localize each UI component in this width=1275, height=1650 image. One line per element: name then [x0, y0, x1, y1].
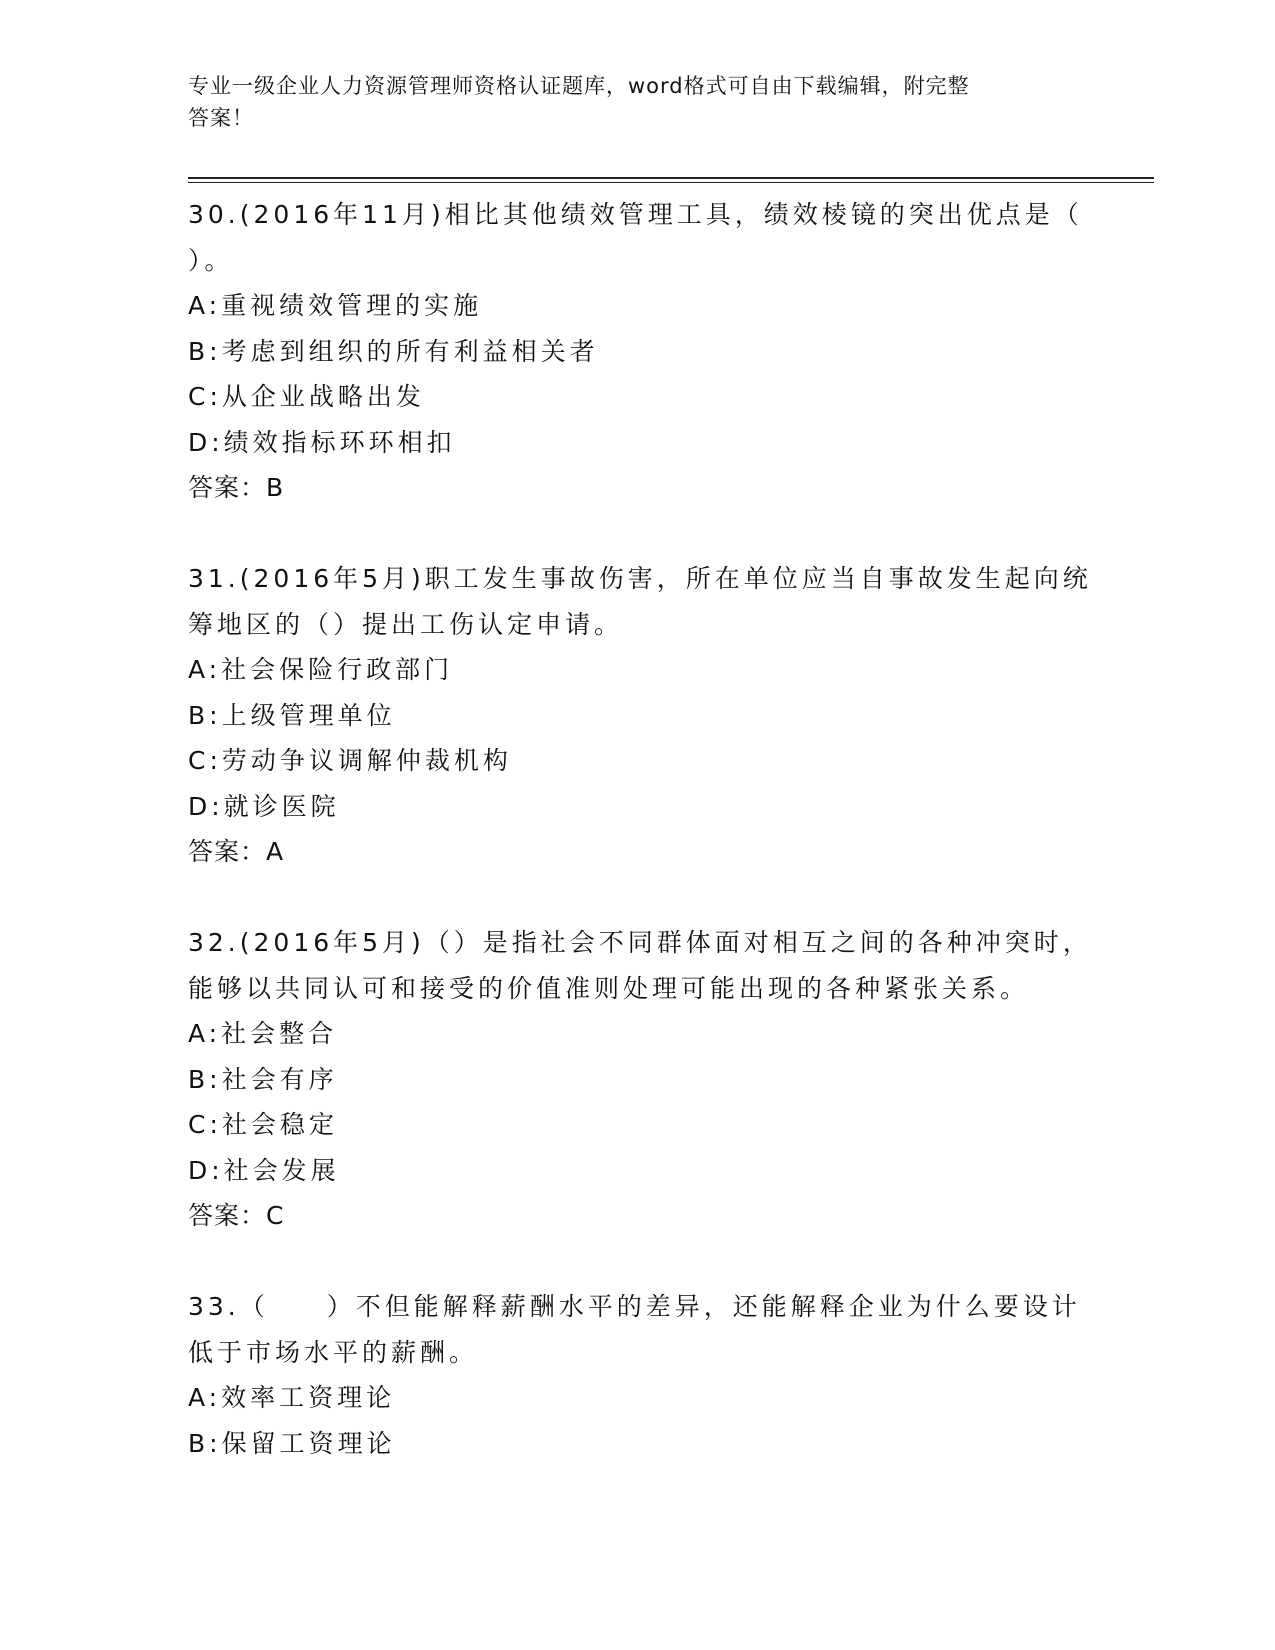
question-stem: 低于市场水平的薪酬。 — [188, 1337, 479, 1367]
option-c: C:社会稳定 — [188, 1110, 338, 1139]
option-d: D:绩效指标环环相扣 — [188, 427, 456, 457]
question-stem: 30.(2016年11月)相比其他绩效管理工具，绩效棱镜的突出优点是（ — [188, 200, 1083, 229]
question-stem: 能够以共同认可和接受的价值准则处理可能出现的各种紧张关系。 — [188, 973, 1030, 1003]
header-line-2: 答案！ — [188, 106, 254, 130]
question-list — [188, 192, 1092, 1466]
header-line-1: 专业一级企业人力资源管理师资格认证题库，word格式可自由下载编辑，附完整 — [188, 74, 970, 98]
option-b: B:社会有序 — [188, 1064, 338, 1094]
question-stem: 32.(2016年5月)（）是指社会不同群体面对相互之间的各种冲突时， — [188, 928, 1092, 957]
question-stem: 31.(2016年5月)职工发生事故伤害，所在单位应当自事故发生起向统 — [188, 564, 1092, 593]
option-c: C:从企业战略出发 — [188, 382, 425, 411]
document-header — [188, 70, 1068, 134]
question-stem: 33.（ ）不但能解释薪酬水平的差异，还能解释企业为什么要设计 — [188, 1292, 1081, 1321]
option-a: A:社会保险行政部门 — [188, 655, 454, 684]
question-31 — [188, 556, 1092, 875]
question-33 — [188, 1284, 1088, 1466]
spacer — [188, 1239, 1088, 1285]
header-rule-thick — [188, 177, 1154, 179]
answer: 答案：C — [188, 1201, 285, 1230]
question-stem: ）。 — [188, 245, 234, 275]
option-b: B:上级管理单位 — [188, 700, 396, 730]
option-b: B:考虑到组织的所有利益相关者 — [188, 336, 599, 366]
option-a: A:重视绩效管理的实施 — [188, 291, 483, 320]
question-stem: 筹地区的（）提出工伤认定申请。 — [188, 609, 624, 639]
option-a: A:效率工资理论 — [188, 1383, 396, 1412]
option-a: A:社会整合 — [188, 1019, 338, 1048]
option-c: C:劳动争议调解仲裁机构 — [188, 746, 512, 775]
question-30 — [188, 192, 1088, 511]
spacer — [188, 875, 1088, 921]
spacer — [188, 511, 1088, 557]
option-d: D:社会发展 — [188, 1155, 340, 1185]
answer: 答案：A — [188, 837, 285, 866]
question-32 — [188, 920, 1092, 1239]
answer: 答案：B — [188, 473, 285, 502]
option-d: D:就诊医院 — [188, 791, 340, 821]
header-rule-thin — [188, 182, 1154, 183]
option-b: B:保留工资理论 — [188, 1428, 396, 1458]
